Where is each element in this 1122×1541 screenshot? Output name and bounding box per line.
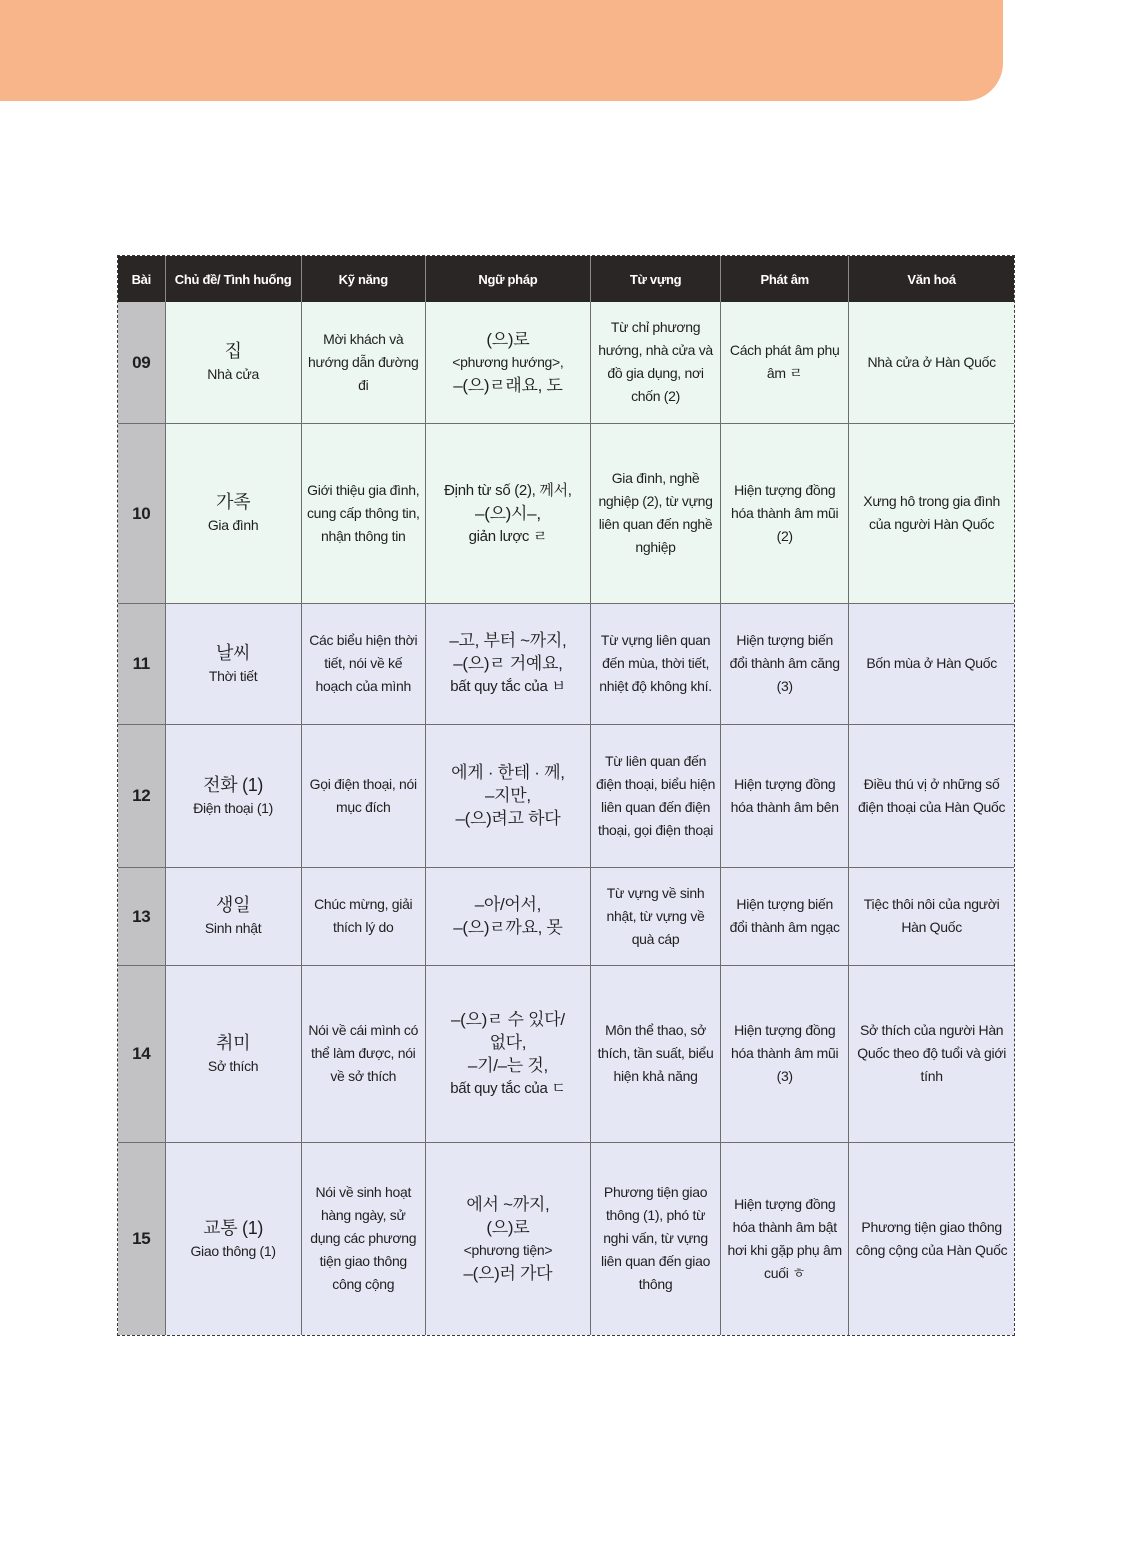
topic-vietnamese: Thời tiết — [208, 667, 258, 684]
culture-cell: Điều thú vị ở những số điện thoại của Hàn Quốc — [849, 724, 1014, 867]
table-row — [118, 1142, 1014, 1335]
grammar-cell — [425, 423, 590, 603]
grammar-line: bất quy tắc của ㄷ — [450, 1079, 566, 1097]
topic-vietnamese: Giao thông (1) — [190, 1242, 276, 1259]
grammar-line: –(으)러 가다 — [463, 1263, 553, 1283]
topic-korean: 집 — [224, 341, 242, 362]
table-row — [118, 867, 1014, 965]
topic-cell — [165, 302, 301, 423]
culture-cell: Tiệc thôi nôi của người Hàn Quốc — [849, 867, 1014, 965]
grammar-line: (으)로 — [486, 329, 530, 349]
grammar-line: bất quy tắc của ㅂ — [450, 678, 566, 695]
topic-korean: 날씨 — [216, 642, 251, 663]
table-row — [118, 603, 1014, 724]
culture-cell: Sở thích của người Hàn Quốc theo độ tuổi và giới tính — [849, 965, 1014, 1142]
culture-cell: Nhà cửa ở Hàn Quốc — [849, 302, 1014, 423]
skill-cell: Nói về sinh hoạt hàng ngày, sử dụng các phương tiện giao thông công cộng — [301, 1142, 425, 1335]
vocabulary-cell: Từ chỉ phương hướng, nhà cửa và đồ gia dụng, nơi chốn (2) — [590, 302, 720, 423]
header-grammar: Ngữ pháp — [425, 256, 590, 302]
skill-cell: Chúc mừng, giải thích lý do — [301, 867, 425, 965]
pronunciation-cell: Cách phát âm phụ âm ㄹ — [721, 302, 849, 423]
topic-vietnamese: Sở thích — [207, 1057, 259, 1074]
topic-korean: 교통 (1) — [203, 1217, 264, 1238]
header-culture: Văn hoá — [849, 256, 1014, 302]
grammar-line: –고, 부터 ~까지, — [449, 631, 567, 650]
grammar-line: (으)로 — [486, 1217, 530, 1237]
header-lesson: Bài — [118, 256, 165, 302]
grammar-line: <phương hướng>, — [452, 353, 564, 370]
grammar-line: –(으)시–, — [475, 503, 541, 523]
header-vocabulary: Từ vựng — [590, 256, 720, 302]
vocabulary-cell: Từ vựng về sinh nhật, từ vựng về quà cáp — [590, 867, 720, 965]
grammar-line: 에서 ~까지, — [466, 1194, 550, 1214]
topic-vietnamese: Nhà cửa — [207, 366, 259, 383]
grammar-line: giản lược ㄹ — [468, 527, 548, 545]
grammar-line: –기/–는 것, — [467, 1055, 548, 1075]
skill-cell: Mời khách và hướng dẫn đường đi — [301, 302, 425, 423]
header-skill: Kỹ năng — [301, 256, 425, 302]
table-row — [118, 423, 1014, 603]
pronunciation-cell: Hiện tượng đồng hóa thành âm mũi (3) — [721, 965, 849, 1142]
pronunciation-cell: Hiện tượng biến đổi thành âm căng (3) — [721, 603, 849, 724]
grammar-line: <phương tiện> — [463, 1241, 553, 1258]
grammar-line: –지만, — [484, 786, 531, 805]
lesson-number: 11 — [118, 603, 165, 724]
grammar-cell — [425, 724, 590, 867]
pronunciation-cell: Hiện tượng biến đổi thành âm ngạc — [721, 867, 849, 965]
grammar-cell — [425, 603, 590, 724]
topic-cell — [165, 423, 301, 603]
vocabulary-cell: Môn thể thao, sở thích, tần suất, biểu hiện khả năng — [590, 965, 720, 1142]
table-row — [118, 724, 1014, 867]
header-pronunciation: Phát âm — [721, 256, 849, 302]
topic-korean: 가족 — [216, 492, 251, 512]
grammar-line: 없다, — [489, 1032, 527, 1052]
topic-vietnamese: Điện thoại (1) — [193, 799, 274, 816]
culture-cell: Xưng hô trong gia đình của người Hàn Quốc — [849, 423, 1014, 603]
grammar-line: Định từ số (2), 께서, — [444, 481, 572, 499]
skill-cell: Các biểu hiện thời tiết, nói về kế hoạch của mình — [301, 603, 425, 724]
grammar-cell — [425, 302, 590, 423]
topic-vietnamese: Sinh nhật — [204, 920, 262, 936]
grammar-line: –(으)ㄹ 수 있다/ — [451, 1009, 565, 1029]
vocabulary-cell: Phương tiện giao thông (1), phó từ nghi vấn, từ vựng liên quan đến giao thông — [590, 1142, 720, 1335]
topic-cell — [165, 867, 301, 965]
lesson-number: 13 — [118, 867, 165, 965]
grammar-line: 에게 · 한테 · 께, — [451, 763, 565, 782]
culture-cell: Bốn mùa ở Hàn Quốc — [849, 603, 1014, 724]
topic-korean: 전화 (1) — [203, 774, 264, 795]
lesson-number: 12 — [118, 724, 165, 867]
grammar-cell — [425, 867, 590, 965]
grammar-cell — [425, 1142, 590, 1335]
skill-cell: Gọi điện thoại, nói mục đích — [301, 724, 425, 867]
vocabulary-cell: Từ liên quan đến điện thoại, biểu hiện liên quan đến điện thoại, gọi điện thoại — [590, 724, 720, 867]
topic-vietnamese: Gia đình — [207, 517, 259, 533]
grammar-line: –(으)ㄹ래요, 도 — [453, 375, 563, 395]
grammar-line: –(으)ㄹ 거예요, — [453, 654, 563, 673]
vocabulary-cell: Từ vựng liên quan đến mùa, thời tiết, nhiệt độ không khí. — [590, 603, 720, 724]
topic-cell — [165, 603, 301, 724]
pronunciation-cell: Hiện tượng đồng hóa thành âm mũi (2) — [721, 423, 849, 603]
grammar-line: –(으)ㄹ까요, 못 — [453, 918, 563, 937]
pronunciation-cell: Hiện tượng đồng hóa thành âm bên — [721, 724, 849, 867]
culture-cell: Phương tiện giao thông công cộng của Hàn Quốc — [849, 1142, 1014, 1335]
table-header-row — [118, 256, 1014, 302]
topic-cell — [165, 965, 301, 1142]
topic-korean: 생일 — [216, 895, 251, 915]
skill-cell: Giới thiệu gia đình, cung cấp thông tin, nhận thông tin — [301, 423, 425, 603]
pronunciation-cell: Hiện tượng đồng hóa thành âm bật hơi khi gặp phụ âm cuối ㅎ — [721, 1142, 849, 1335]
skill-cell: Nói về cái mình có thể làm được, nói về sở thích — [301, 965, 425, 1142]
topic-cell — [165, 1142, 301, 1335]
vocabulary-cell: Gia đình, nghề nghiệp (2), từ vựng liên quan đến nghề nghiệp — [590, 423, 720, 603]
lesson-number: 14 — [118, 965, 165, 1142]
grammar-line: –아/어서, — [474, 895, 542, 914]
topic-korean: 취미 — [216, 1032, 251, 1053]
lesson-number: 09 — [118, 302, 165, 423]
header-band — [0, 0, 1003, 101]
table-row — [118, 302, 1014, 423]
lesson-number: 10 — [118, 423, 165, 603]
curriculum-table — [117, 255, 1015, 1336]
header-topic: Chủ đề/ Tình huống — [165, 256, 301, 302]
grammar-cell — [425, 965, 590, 1142]
grammar-line: –(으)려고 하다 — [455, 809, 561, 828]
lesson-number: 15 — [118, 1142, 165, 1335]
topic-cell — [165, 724, 301, 867]
table-row — [118, 965, 1014, 1142]
